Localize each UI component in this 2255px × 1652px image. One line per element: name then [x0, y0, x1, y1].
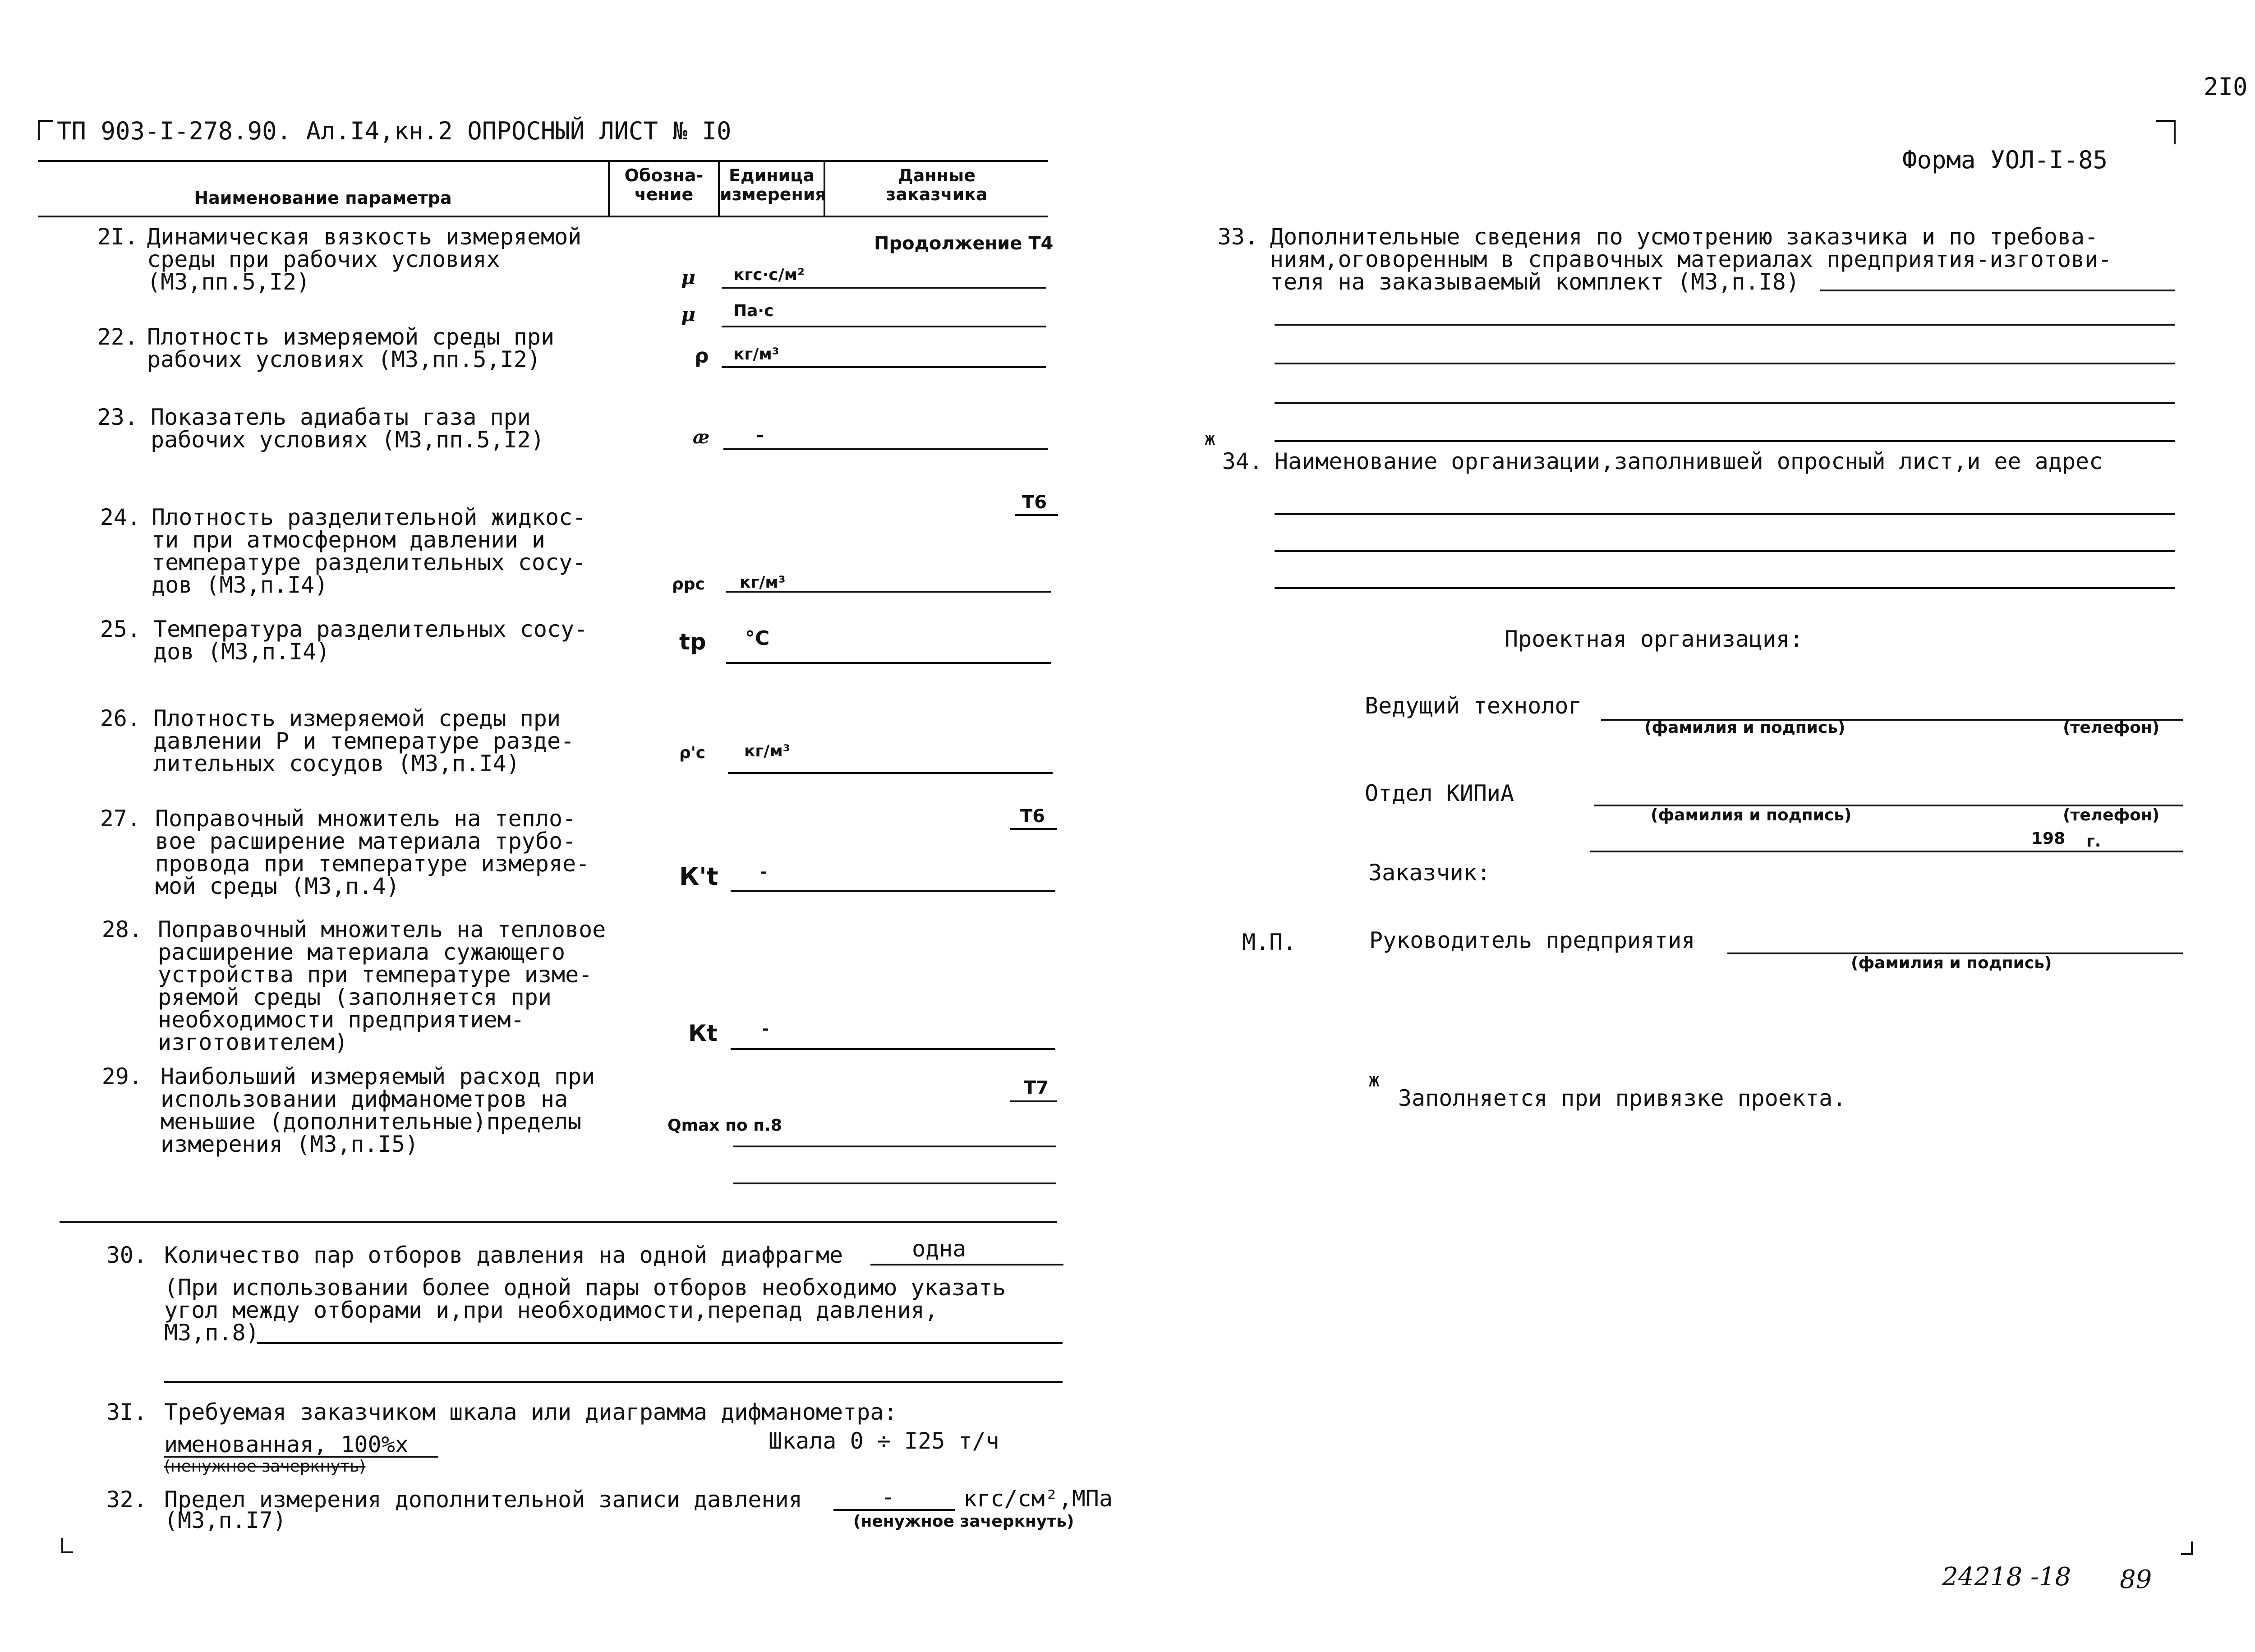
item-number: 25.: [100, 616, 141, 642]
under-note: (ненужное зачеркнуть): [853, 1512, 1074, 1531]
fill-line: [726, 662, 1051, 664]
value: -: [881, 1484, 895, 1510]
fill-line: [1275, 550, 2175, 552]
section-rule: [60, 1221, 1057, 1223]
symbol: ρрс: [672, 575, 705, 594]
fill-line: [723, 448, 1048, 450]
item-number: 32.: [106, 1486, 147, 1513]
star-mark: ж: [1204, 428, 1216, 450]
form-code: Форма УОЛ-I-85: [1902, 146, 2108, 174]
item-text: Наибольший измеряемый расход при использовании дифманометров на меньшие (дополнительные)пределы измерения (М3,п.I5): [161, 1063, 595, 1157]
symbol: ρ: [695, 345, 709, 368]
value: –: [756, 426, 764, 445]
item-text: Количество пар отборов давления на одной диафрагме: [164, 1242, 843, 1268]
fill-line: [722, 366, 1046, 368]
column-header-data: Данные заказчика: [886, 166, 988, 204]
item-number: 28.: [101, 916, 143, 943]
corner-mark: [2156, 120, 2176, 144]
symbol: К't: [679, 862, 718, 891]
item-note: (При использовании более одной пары отборов необходимо указать угол между отборами и,при необходимости,перепад давления, М3,п.8): [164, 1275, 1006, 1346]
table-rule: [38, 216, 1048, 217]
fill-line: [1275, 363, 2175, 364]
unit: кгс/см²,МПа: [963, 1486, 1113, 1512]
fill-line: [870, 1264, 1063, 1265]
director-label: Руководитель предприятия: [1369, 927, 1695, 953]
fill-line: [726, 591, 1051, 593]
unit: °С: [745, 627, 770, 650]
item-text: Дополнительные сведения по усмотрению заказчика и по требова- ниям,оговоренным в справочных материалах предприятия-изготови- теля на заказываемый комплект (М3,п.I8): [1270, 224, 2112, 295]
item-number: 2I.: [97, 224, 138, 250]
corner-mark: [2181, 1542, 2193, 1555]
fio-hint: (фамилия и подпись): [1651, 806, 1852, 824]
symbol: Кt: [688, 1020, 718, 1046]
item-text: Требуемая заказчиком шкала или диаграмма дифманометра:: [164, 1399, 897, 1425]
fill-line: [1015, 514, 1058, 516]
item-text: Плотность измеряемой среды при рабочих условиях (М3,пп.5,I2): [147, 324, 555, 373]
fill-line: [1820, 290, 2175, 291]
customer-label: Заказчик:: [1368, 860, 1491, 886]
year-suffix: г.: [2086, 832, 2101, 851]
fill-line: [833, 1509, 955, 1511]
fill-line: [1275, 440, 2175, 442]
fill-line: [731, 1048, 1055, 1050]
phone-hint: (телефон): [2063, 806, 2160, 824]
scale-value: Шкала 0 ÷ I25 т/ч: [769, 1428, 999, 1454]
unit: кг/м³: [740, 573, 786, 592]
unit: Па·с: [733, 302, 774, 320]
dept-label: Отдел КИПиА: [1365, 780, 1514, 806]
fill-line: [731, 890, 1055, 892]
item-text: Поправочный множитель на тепло- вое расширение материала трубо- провода при температуре измеряе- мой среды (М3,п.4): [155, 805, 590, 899]
fill-line: [1275, 324, 2175, 326]
sheet-header: ТП 903-I-278.90. Ал.I4,кн.2 ОПРОСНЫЙ ЛИСТ № I0: [57, 117, 732, 145]
fio-hint: (фамилия и подпись): [1644, 718, 1845, 737]
fill-line: [1275, 587, 2175, 589]
fill-line: [733, 1146, 1056, 1147]
column-header-designation: Обозна- чение: [624, 166, 704, 204]
item-number: 27.: [100, 805, 141, 832]
item-number: 33.: [1217, 224, 1258, 250]
column-header-unit: Единица измерения: [720, 166, 826, 204]
date-line: [1590, 851, 2183, 852]
unit: кг/м³: [733, 345, 779, 364]
project-org-label: Проектная организация:: [1505, 626, 1804, 652]
symbol: Qmax по п.8: [667, 1116, 782, 1135]
star-mark: ж: [1368, 1069, 1380, 1091]
footer-code: 24218 -18: [1942, 1562, 2071, 1592]
symbol: μ: [681, 303, 696, 326]
fill-line: [1010, 1100, 1057, 1102]
value: -: [762, 1020, 769, 1038]
page-number: 2I0: [2204, 73, 2248, 101]
strike-note: (ненужное зачеркнуть): [164, 1457, 366, 1476]
item-number: 26.: [100, 705, 141, 732]
item-text: Плотность разделительной жидкос- ти при атмосферном давлении и температуре разделительных сосу- дов (М3,п.I4): [152, 504, 586, 598]
item-text: Динамическая вязкость измеряемой среды при рабочих условиях (М3,пп.5,I2): [147, 224, 582, 295]
table-tag: Т7: [1024, 1077, 1049, 1098]
footer-page: 89: [2120, 1565, 2152, 1594]
scale-option: именованная, 100%х: [164, 1431, 409, 1458]
item-number: 34.: [1222, 448, 1263, 474]
item-text: Температура разделительных сосу- дов (М3,п.I4): [153, 616, 588, 665]
corner-mark: [61, 1538, 73, 1553]
corner-mark: [38, 120, 53, 140]
table-tag: Т6: [1020, 806, 1045, 827]
item-number: 23.: [97, 404, 138, 430]
unit: кг/м³: [744, 742, 790, 760]
phone-hint: (телефон): [2063, 718, 2160, 737]
fill-line: [1275, 513, 2175, 515]
fill-line: [722, 287, 1046, 289]
item-text: Плотность измеряемой среды при давлении Р и температуре разде- лительных сосудов (М3,п.I4): [153, 705, 575, 777]
fill-line: [257, 1342, 1063, 1344]
value: одна: [912, 1236, 966, 1262]
item-text: Предел измерения дополнительной записи давления: [164, 1486, 802, 1513]
item-text: Наименование организации,заполнившей опросный лист,и ее адрес: [1275, 448, 2103, 474]
fill-line: [1010, 828, 1057, 830]
fill-line: [1275, 402, 2175, 404]
value: -: [760, 863, 767, 881]
item-number: 29.: [101, 1063, 143, 1090]
table-rule: [38, 160, 1048, 162]
lead-tech-label: Ведущий технолог: [1365, 693, 1582, 719]
item-text: Поправочный множитель на тепловое расширение материала сужающего устройства при температуре изме- ряемой среды (заполняется при необходимости предприятием- изготовителем): [158, 916, 606, 1055]
symbol: μ: [681, 266, 696, 289]
column-header-name: Наименование параметра: [194, 188, 452, 208]
unit: кгс·с/м²: [733, 266, 805, 284]
item-number: 24.: [100, 504, 141, 530]
item-number: 22.: [97, 324, 138, 350]
item-number: 30.: [106, 1242, 147, 1268]
symbol: tр: [679, 629, 706, 655]
footnote-text: Заполняется при привязке проекта.: [1398, 1085, 1846, 1111]
symbol: ρ'с: [679, 744, 706, 762]
fill-line: [722, 326, 1046, 327]
table-tag: Т6: [1022, 492, 1047, 513]
symbol: æ: [693, 427, 710, 448]
fill-line: [728, 772, 1053, 774]
item-text-ref: (М3,п.I7): [164, 1507, 286, 1533]
year-prefix: 198: [2031, 829, 2066, 848]
fill-line: [164, 1381, 1063, 1383]
fio-hint: (фамилия и подпись): [1851, 954, 2052, 972]
item-number: 3I.: [106, 1399, 147, 1425]
continuation-label: Продолжение Т4: [874, 233, 1054, 254]
stamp-place: М.П.: [1242, 929, 1297, 955]
item-text: Показатель адиабаты газа при рабочих условиях (М3,пп.5,I2): [151, 404, 544, 453]
fill-line: [733, 1183, 1056, 1184]
